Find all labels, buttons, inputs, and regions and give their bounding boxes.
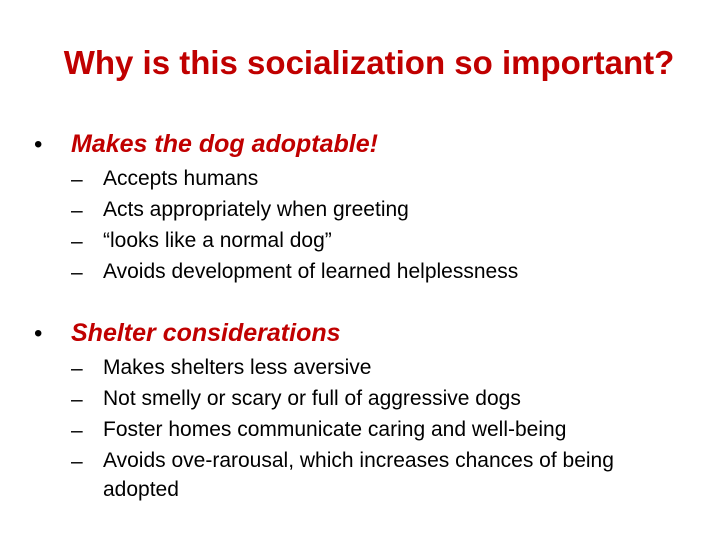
dash-icon: – (71, 168, 83, 191)
sub-bullet-text: “looks like a normal dog” (103, 229, 332, 252)
sub-bullet-text: Acts appropriately when greeting (103, 198, 409, 221)
sub-bullet-text: Avoids development of learned helplessness (103, 260, 519, 283)
bullet-heading-row (0, 315, 720, 353)
sub-bullet-item (0, 164, 720, 195)
sub-bullet-text: Avoids ove-rarousal, which increases chances of being adopted (103, 449, 614, 501)
sub-bullet-item (0, 226, 720, 257)
dash-icon: – (71, 450, 83, 473)
sub-bullet-list (0, 164, 720, 288)
dash-icon: – (71, 388, 83, 411)
bullet-icon: • (34, 320, 43, 347)
bullet-heading: Makes the dog adoptable! (71, 130, 378, 158)
sub-bullet-text: Foster homes communicate caring and well-being (103, 418, 567, 441)
dash-icon: – (71, 357, 83, 380)
sub-bullet-item (0, 446, 720, 504)
section-adoptable (0, 126, 720, 288)
sub-bullet-item (0, 195, 720, 226)
dash-icon: – (71, 199, 83, 222)
section-shelter (0, 315, 720, 504)
sub-bullet-item (0, 353, 720, 384)
slide-title: Why is this socialization so important? (63, 44, 675, 81)
dash-icon: – (71, 230, 83, 253)
sub-bullet-text: Makes shelters less aversive (103, 356, 372, 379)
dash-icon: – (71, 419, 83, 442)
sub-bullet-text: Accepts humans (103, 167, 259, 190)
sub-bullet-item (0, 415, 720, 446)
dash-icon: – (71, 261, 83, 284)
sub-bullet-list (0, 353, 720, 504)
bullet-icon: • (34, 131, 43, 158)
bullet-heading-row (0, 126, 720, 164)
sub-bullet-item (0, 257, 720, 288)
bullet-heading: Shelter considerations (71, 319, 341, 347)
sub-bullet-item (0, 384, 720, 415)
sub-bullet-text: Not smelly or scary or full of aggressive dogs (103, 387, 521, 410)
